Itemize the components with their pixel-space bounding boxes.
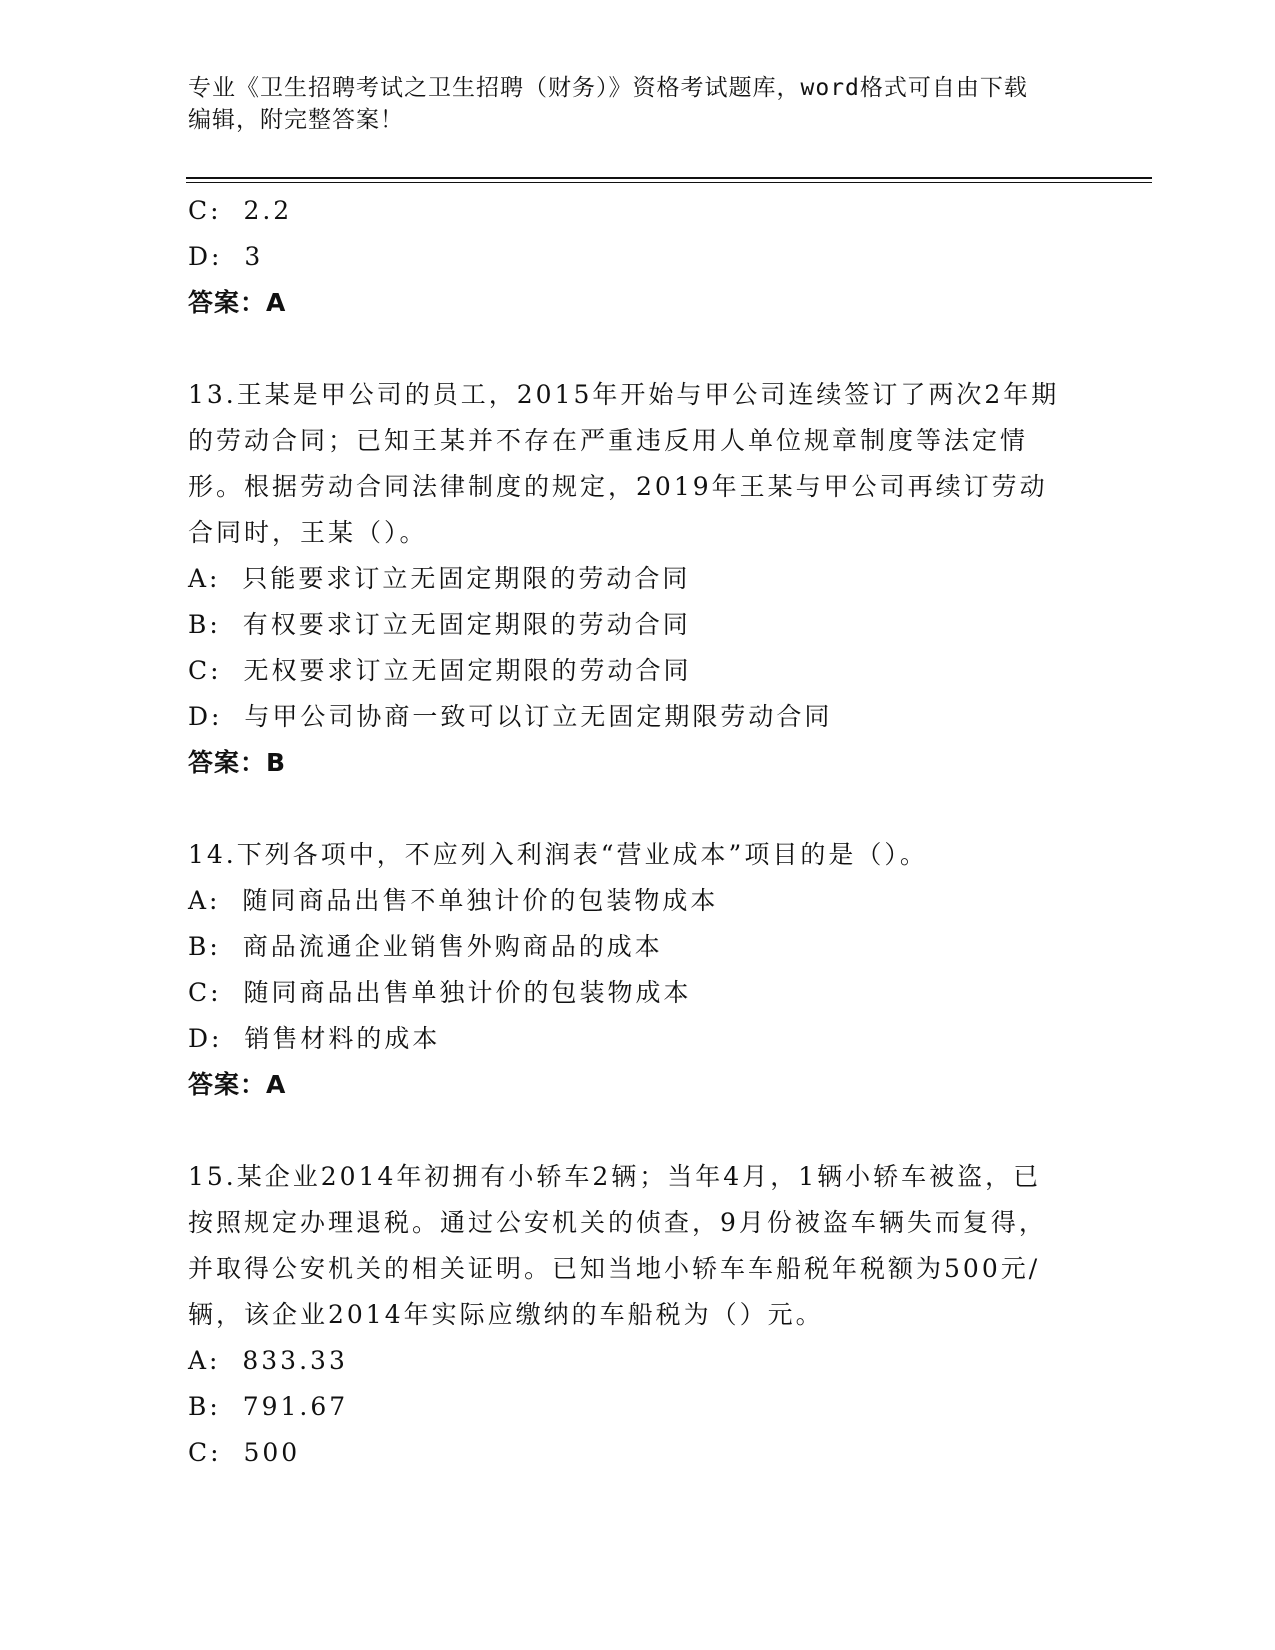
answer-line: 答案：A (188, 1070, 287, 1099)
spacer (188, 1108, 1088, 1154)
previous-question-tail (188, 188, 1088, 326)
question-13 (188, 372, 1088, 786)
question-stem-line: 13.王某是甲公司的员工，2015年开始与甲公司连续签订了两次2年期 (188, 380, 1060, 409)
question-stem-line: 并取得公安机关的相关证明。已知当地小轿车车船税年税额为500元/ (188, 1254, 1041, 1283)
question-stem-line: 14.下列各项中，不应列入利润表“营业成本”项目的是（）。 (188, 840, 928, 869)
spacer (188, 786, 1088, 832)
answer-line: 答案：A (188, 288, 287, 317)
option-d: D: 3 (188, 242, 264, 271)
question-15 (188, 1154, 1088, 1476)
spacer (188, 326, 1088, 372)
option-a: A: 只能要求订立无固定期限的劳动合同 (188, 564, 691, 593)
option-b: B: 商品流通企业销售外购商品的成本 (188, 932, 663, 961)
option-d: D: 销售材料的成本 (188, 1024, 441, 1053)
option-b: B: 有权要求订立无固定期限的劳动合同 (188, 610, 691, 639)
header-line-1: 专业《卫生招聘考试之卫生招聘（财务）》资格考试题库，word格式可自由下载 (188, 75, 1028, 101)
option-a: A: 随同商品出售不单独计价的包装物成本 (188, 886, 719, 915)
option-a: A: 833.33 (188, 1346, 348, 1375)
option-b: B: 791.67 (188, 1392, 349, 1421)
question-content (188, 188, 1088, 1476)
question-stem-line: 按照规定办理退税。通过公安机关的侦查，9月份被盗车辆失而复得， (188, 1208, 1047, 1237)
question-stem-line: 辆，该企业2014年实际应缴纳的车船税为（）元。 (188, 1300, 824, 1329)
option-d: D: 与甲公司协商一致可以订立无固定期限劳动合同 (188, 702, 833, 731)
option-c: C: 随同商品出售单独计价的包装物成本 (188, 978, 692, 1007)
header-rule-thick (186, 177, 1152, 179)
option-c: C: 无权要求订立无固定期限的劳动合同 (188, 656, 692, 685)
question-14 (188, 832, 1088, 1108)
document-header (188, 72, 1068, 136)
header-rule-thin (186, 182, 1152, 183)
question-stem-line: 15.某企业2014年初拥有小轿车2辆；当年4月，1辆小轿车被盗，已 (188, 1162, 1042, 1191)
answer-line: 答案：B (188, 748, 287, 777)
question-stem-line: 合同时，王某（）。 (188, 518, 428, 547)
question-stem-line: 的劳动合同；已知王某并不存在严重违反用人单位规章制度等法定情 (188, 426, 1029, 455)
header-line-2: 编辑，附完整答案！ (188, 107, 404, 133)
option-c: C: 500 (188, 1438, 301, 1467)
question-stem-line: 形。根据劳动合同法律制度的规定，2019年王某与甲公司再续订劳动 (188, 472, 1048, 501)
option-c: C: 2.2 (188, 196, 293, 225)
